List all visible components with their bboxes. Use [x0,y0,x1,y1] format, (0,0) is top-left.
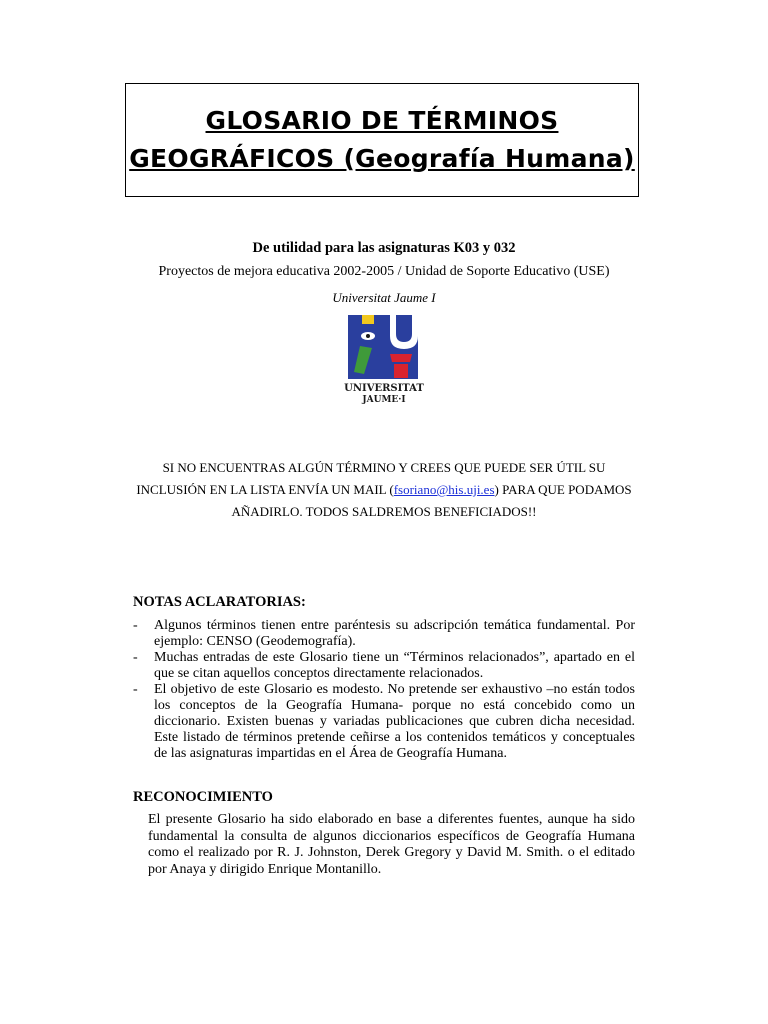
email-link[interactable]: fsoriano@his.uji.es [393,482,495,497]
logo-text-2: JAUME·I [362,395,406,404]
notice-line-2: INCLUSIÓN EN LA LISTA ENVÍA UN MAIL (fsoriano@his.uji.es) PARA QUE PODAMOS [136,482,632,497]
note-item: - Muchas entradas de este Glosario tiene un “Términos relacionados”, apartado en el que se citan aquellos conceptos directamente relacionados. [133,650,635,681]
recognition-text: El presente Glosario ha sido elaborado en base a diferentes fuentes, aunque ha sido fundamental la consulta de algunos diccionarios específicos de Geografía Humana como el realizado por R. J. Johnston, Derek Gregory y David M. Smith. o el editado por Anaya y dirigido Enrique Montanillo. [148,812,635,877]
title-box [125,83,639,197]
projects-line: Proyectos de mejora educativa 2002-2005 / Unidad de Soporte Educativo (USE) [158,264,610,279]
notes-list [133,618,635,762]
logo-red-mouth [390,354,412,362]
notice-line-3: AÑADIRLO. TODOS SALDREMOS BENEFICIADOS!! [231,504,537,519]
notice [0,457,768,523]
logo-yellow-shape [362,315,374,324]
subtitle: De utilidad para las asignaturas K03 y 032 [252,240,516,256]
note-item: - Algunos términos tienen entre paréntesis su adscripción temática fundamental. Por ejemplo: CENSO (Geodemografía). [133,618,635,649]
university-name: Universitat Jaume I [332,290,436,305]
logo-text-1: UNIVERSITAT [344,383,424,394]
notes-heading: NOTAS ACLARATORIAS: [133,594,306,610]
notice-line-1: SI NO ENCUENTRAS ALGÚN TÉRMINO Y CREES QUE PUEDE SER ÚTIL SU [162,460,606,475]
university-logo [338,312,430,404]
recognition-heading: RECONOCIMIENTO [133,789,273,805]
note-item: - El objetivo de este Glosario es modesto. No pretende ser exhaustivo –no están todos los conceptos de la Geografía Humana- porque no está concebido como un diccionario. Existen buenas y variadas publicaciones que cubren dicha necesidad. Este listado de términos pretende ceñirse a los contenidos temáticos y conceptuales de las asignaturas impartidas en el Área de Geografía Humana. [133,682,635,761]
title-line-2: GEOGRÁFICOS (Geografía Humana) [129,144,635,173]
title-line-1: GLOSARIO DE TÉRMINOS [205,106,559,135]
